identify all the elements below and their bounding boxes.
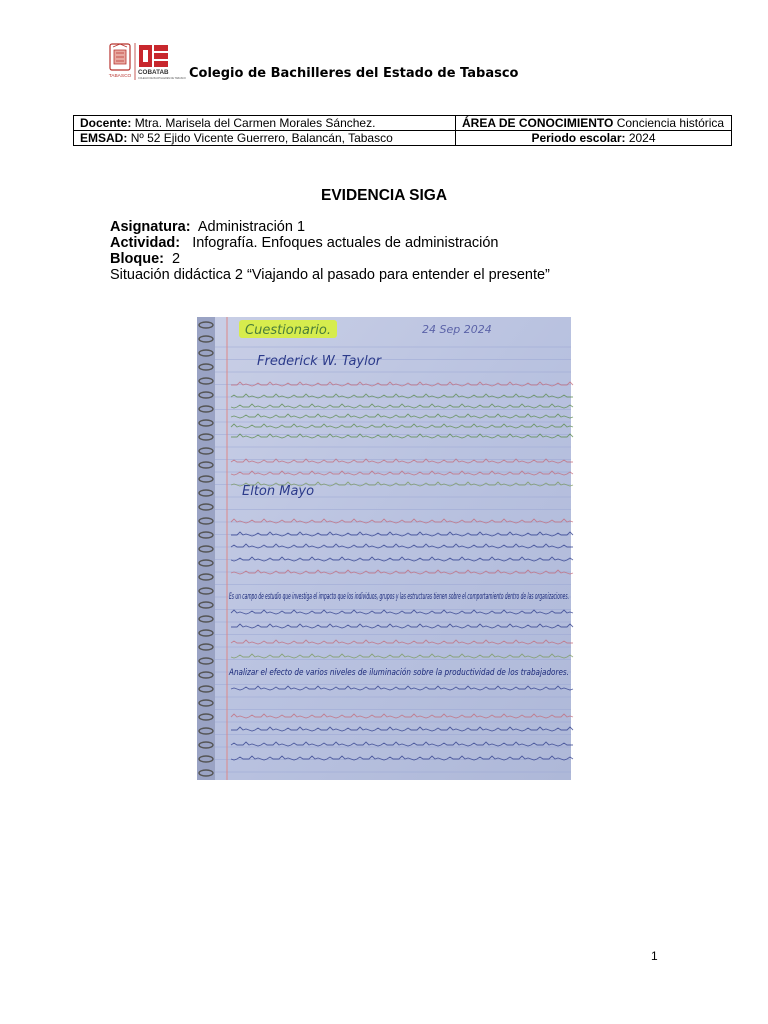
notebook-photo: [197, 317, 628, 780]
periodo-label: Periodo escolar:: [531, 131, 626, 145]
bloque-value: 2: [172, 251, 181, 267]
svg-text:COLEGIO DE BACHILLERES DE TABA: COLEGIO DE BACHILLERES DE TABASCO: [138, 77, 186, 80]
photo-answer-lighting: Analizar el efecto de varios niveles de iluminación sobre la productividad de los trabajadores.: [229, 668, 628, 678]
page-number: 1: [651, 949, 658, 963]
photo-heading: Cuestionario.: [245, 323, 331, 338]
emsad-cell: [74, 131, 456, 146]
emsad-value: Nº 52 Ejido Vicente Guerrero, Balancán, Tabasco: [130, 131, 393, 145]
actividad-line: [110, 235, 550, 251]
emsad-label: EMSAD:: [80, 131, 128, 145]
cobatab-logo: [106, 42, 186, 82]
docente-cell: [74, 116, 456, 131]
tabasco-seal-icon: [110, 44, 130, 70]
photo-answer-mayo: Elton Mayo: [242, 484, 315, 499]
photo-date: 24 Sep 2024: [422, 323, 492, 336]
asignatura-line: [110, 219, 550, 235]
institution-name: Colegio de Bachilleres del Estado de Tabasco: [189, 66, 519, 81]
actividad-value: Infografía. Enfoques actuales de administración: [192, 235, 499, 251]
table-row: [74, 131, 732, 146]
area-cell: [456, 116, 732, 131]
bloque-line: [110, 251, 550, 267]
page-title: EVIDENCIA SIGA: [320, 187, 448, 204]
docente-label: Docente:: [80, 116, 132, 130]
document-header: [106, 42, 666, 84]
activity-details: [110, 219, 550, 283]
situacion-line: Situación didáctica 2 “Viajando al pasado para entender el presente”: [110, 267, 550, 283]
actividad-label: Actividad:: [110, 235, 181, 251]
svg-text:TABASCO: TABASCO: [108, 74, 132, 79]
bloque-label: Bloque:: [110, 251, 164, 267]
svg-text:COBATAB: COBATAB: [138, 69, 169, 76]
docente-value: Mtra. Marisela del Carmen Morales Sánchez.: [134, 116, 376, 130]
cobatab-mark-icon: [139, 45, 168, 67]
periodo-value: 2024: [628, 131, 656, 145]
asignatura-label: Asignatura:: [110, 219, 191, 235]
area-value: Conciencia histórica: [616, 116, 725, 130]
area-label: ÁREA DE CONOCIMIENTO: [462, 116, 614, 130]
info-table: [73, 115, 732, 146]
periodo-cell: [456, 131, 732, 146]
asignatura-value: Administración 1: [197, 219, 306, 235]
photo-answer-behavior: Es un campo de estudio que investiga el impacto que los individuos, grupos y las estructuras tienen sobre el comportamiento dentro de las organizaciones.: [229, 592, 569, 602]
table-row: [74, 116, 732, 131]
photo-answer-taylor: Frederick W. Taylor: [257, 354, 382, 369]
